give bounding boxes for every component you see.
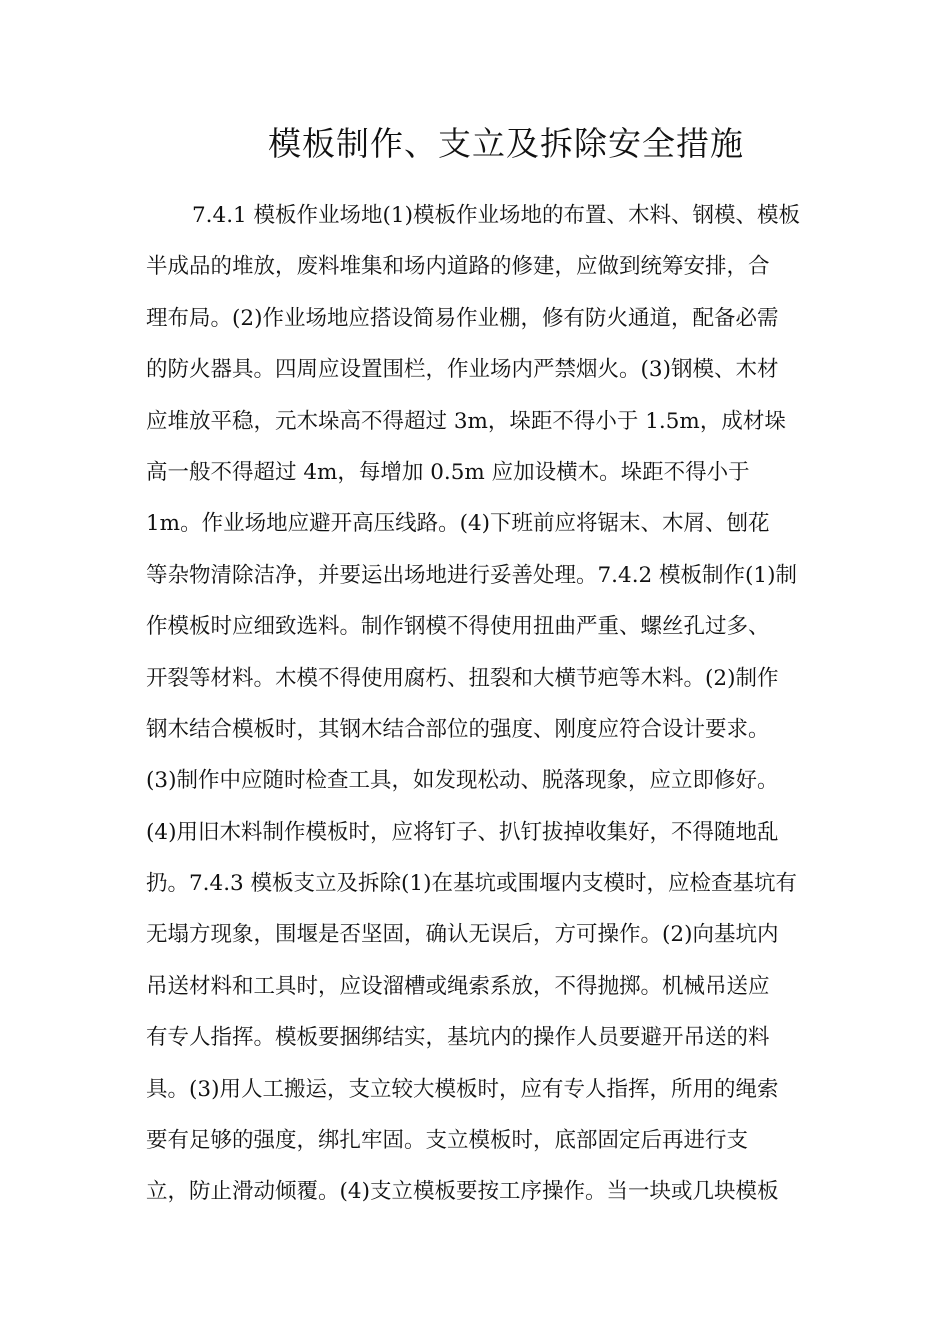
body-line: 应堆放平稳，元木垛高不得超过 3m，垛距不得小于 1.5m，成材垛 bbox=[146, 408, 786, 434]
body-line: (4)用旧木料制作模板时，应将钉子、扒钉拔掉收集好，不得随地乱 bbox=[146, 819, 779, 845]
body-line: (3)制作中应随时检查工具，如发现松动、脱落现象，应立即修好。 bbox=[146, 768, 779, 794]
body-line: 高一般不得超过 4m，每增加 0.5m 应加设横木。垛距不得小于 bbox=[146, 459, 750, 485]
body-line: 钢木结合模板时，其钢木结合部位的强度、刚度应符合设计要求。 bbox=[146, 716, 770, 742]
body-line: 扔。7.4.3 模板支立及拆除(1)在基坑或围堰内支模时，应检查基坑有 bbox=[146, 871, 797, 897]
body-line: 等杂物清除洁净，并要运出场地进行妥善处理。7.4.2 模板制作(1)制 bbox=[146, 562, 797, 588]
body-line: 吊送材料和工具时，应设溜槽或绳索系放，不得抛掷。机械吊送应 bbox=[146, 973, 770, 999]
body-line: 1m。作业场地应避开高压线路。(4)下班前应将锯末、木屑、刨花 bbox=[146, 511, 770, 537]
body-line: 无塌方现象，围堰是否坚固，确认无误后，方可操作。(2)向基坑内 bbox=[146, 922, 779, 948]
body-line: 开裂等材料。木模不得使用腐朽、扭裂和大横节疤等木料。(2)制作 bbox=[146, 665, 779, 691]
document-body bbox=[146, 190, 806, 1218]
body-line: 理布局。(2)作业场地应搭设简易作业棚，修有防火通道，配备必需 bbox=[146, 305, 779, 331]
body-line: 7.4.1 模板作业场地(1)模板作业场地的布置、木料、钢模、模板 bbox=[192, 203, 800, 228]
body-line: 有专人指挥。模板要捆绑结实，基坑内的操作人员要避开吊送的料 bbox=[146, 1025, 770, 1051]
body-line: 要有足够的强度，绑扎牢固。支立模板时，底部固定后再进行支 bbox=[146, 1128, 749, 1154]
body-line: 半成品的堆放，废料堆集和场内道路的修建，应做到统筹安排，合 bbox=[146, 254, 770, 280]
body-line: 立，防止滑动倾覆。(4)支立模板要按工序操作。当一块或几块模板 bbox=[146, 1179, 779, 1205]
body-line: 具。(3)用人工搬运，支立较大模板时，应有专人指挥，所用的绳索 bbox=[146, 1076, 779, 1102]
body-line: 作模板时应细致选料。制作钢模不得使用扭曲严重、螺丝孔过多、 bbox=[146, 614, 770, 640]
document-title: 模板制作、支立及拆除安全措施 bbox=[268, 124, 744, 163]
body-line: 的防火器具。四周应设置围栏，作业场内严禁烟火。(3)钢模、木材 bbox=[146, 357, 779, 383]
